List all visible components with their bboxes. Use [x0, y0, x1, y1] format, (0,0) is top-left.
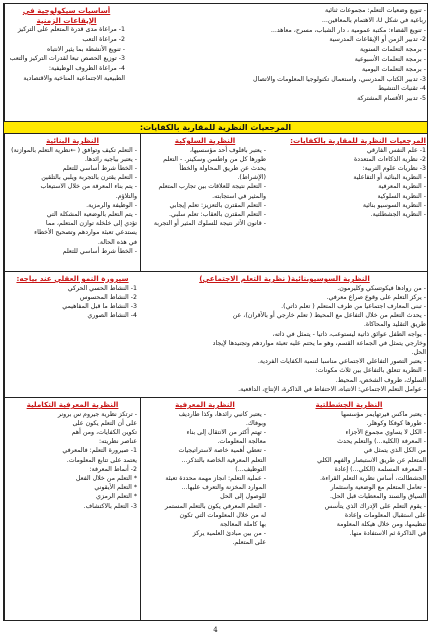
mental-growth-title: سيرورة النمو العقلي عند بياجه:: [16, 274, 129, 283]
list-item: - طورها كوفكا وكوهلر.: [366, 419, 426, 427]
list-item: معالجة المعلومات.: [217, 438, 266, 446]
banner-title: المرجعيات النظرية للمقاربة بالكفايات:: [139, 123, 292, 132]
list-item: - يقوم التعلم على الإدراك الذي يتأسس: [324, 502, 426, 510]
list-item: - قانون الأثر نتيجة للسلوك المثير أو التجربة: [153, 220, 266, 228]
list-item: من الكل الذي يتمثل في: [363, 447, 426, 455]
cognitive-cell: [140, 398, 269, 621]
list-item: 3- التعلم بالاكتشاف.: [83, 502, 137, 510]
list-item: - النظرية المعرفية: [378, 183, 426, 191]
list-item: - يعتبر بياجيه رائدها.: [84, 155, 137, 163]
list-item: 1- النشاط الحسي الحركي: [67, 284, 137, 292]
constructivist-list: [8, 146, 137, 256]
list-item: - التعلم نتيجة للعلاقات بين تجارب المتعلم: [158, 183, 266, 191]
list-item: - برمجة التعلمات الأسبوعية: [354, 55, 426, 63]
list-item: - يعتبر ماكس فيرتهايمر مؤسسها: [341, 410, 426, 418]
list-item: - ترتكز نظرية جيروم س برونر: [57, 410, 137, 418]
socio-constructivist-list: [143, 284, 426, 394]
list-item: - النظرية السوسيو بنائية: [362, 201, 426, 209]
behaviorist-list: [144, 146, 266, 229]
list-item: 4- تقنيات التنشيط: [378, 85, 426, 93]
references-banner: [4, 122, 427, 134]
list-item: - من روادها فيكوتسكي وكليرمون.: [337, 284, 426, 292]
gestalt-list: [272, 410, 426, 539]
list-item: السياق والسند والمعطيات قبل الحل.: [329, 493, 426, 501]
socio-constructivist-title: النظرية السوسيوبنائية( نظرية التعلم الاجتماعي): [199, 274, 370, 283]
list-item: 2- النشاط المحسوس: [79, 293, 137, 301]
socio-constructivist-cell: [140, 272, 427, 397]
list-item: الجشطالت، أساس نظرية التعلم القراءة.: [320, 474, 426, 482]
list-item: 3- توزيع الحصص تبعا لقدرات التركيز والتعب: [9, 55, 125, 63]
list-item: عناصر نظريته:: [99, 438, 137, 446]
cognitive-list: [144, 410, 266, 548]
list-item: طورها كل من واطسن وسكينر. - التعلم: [163, 155, 266, 163]
list-item: 3- تدبير الكتاب المدرسي، واستعمال تكنولوجيا المعلومات والاتصال: [253, 75, 426, 83]
cognitive-theories-section: [4, 398, 427, 621]
list-item: 2- أنماط المعرفة:: [89, 465, 137, 473]
list-item: الموارد المخزنة والتعرف عليها...: [181, 484, 266, 492]
list-item: يحدث عن طريق المحاولة والخطأ: [179, 164, 266, 172]
list-item: - النظرية السلوكية: [377, 192, 426, 200]
list-item: 3- النشاط ما قبل المفاهيمي: [62, 302, 137, 310]
list-item: - يواجه الطفل عوائق ذاتية ليستوعب، ذاتيا - يتمثل في ذاته،: [272, 330, 426, 338]
mental-growth-cell: [4, 272, 140, 397]
list-item: (الإشراط).: [237, 174, 266, 182]
list-item: وخارجي يتمثل في الجماعة القسم، وهو ما يحتم عليه تعبئة مواردهم وتجنيدها لإيجاد: [212, 339, 426, 347]
list-item: 1- مراعاة مدى قدرة المتعلم على التركيز: [17, 26, 125, 33]
list-item: - التعلم المقترن بالعقاب: تعلم سلبي.: [168, 210, 266, 218]
list-item: 1- صيرورة التعلم: فالمعرفي: [62, 447, 137, 455]
list-item: - تنويع الفضاء: مكتبة عمومية ، دار الشباب، مسرح، معاهد...: [270, 26, 426, 34]
list-item: للوصول إلى الحل: [220, 493, 266, 501]
list-item: - الوظيفة والرمزية.: [86, 201, 137, 209]
management-list: [131, 6, 426, 104]
list-item: - من بين مبادئ العلمية يركز: [192, 530, 266, 538]
list-item: طريق التقليد والمحاكاة.: [363, 321, 426, 329]
list-item: على المتعلم.: [232, 539, 266, 547]
theories-section: [4, 134, 427, 272]
list-item: السلوك، ظروف الشخص، المحيط.: [335, 376, 426, 384]
list-item: - التعلم المقترن بالتعزيز: تعلم إيجابي: [169, 201, 266, 209]
rhythms-section: [4, 4, 427, 122]
list-item: والتلاؤم.: [115, 192, 137, 200]
integrative-cognitive-list: [8, 410, 137, 511]
list-item: 5- تدبير الأقسام المشتركة: [357, 95, 426, 103]
list-item: - التعلم يقترن بالتجربة ويلبي بالتلقين: [41, 174, 137, 182]
list-item: التوظيف...): [235, 465, 266, 473]
list-item: - يتم التعلم بالوضعية المشكلة التي: [46, 210, 137, 218]
list-item: * التعلم الرمزي: [96, 493, 137, 501]
list-item: - الخطأ شرط أساسي للتعلم: [62, 247, 137, 255]
list-item: - المعرفة المسلمة (الكلي...) إعادة: [334, 465, 426, 473]
list-item: - برمجة التعلمات السنوية: [359, 46, 426, 54]
list-item: الحل.: [411, 348, 426, 356]
list-item: 4- النشاط الصوري: [87, 312, 137, 320]
list-item: - يعتبر التصور التفاعلي الاجتماعي مناسبا لتنمية الكفايات الفردية.: [257, 358, 426, 366]
list-item: - المعرفة (الكلية...) والتعلم يحدث: [337, 438, 426, 446]
list-item: - تنويع وضعيات التعلم: مجموعات ثنائية: [325, 7, 426, 14]
page-number: 4: [213, 626, 218, 634]
list-item: والمثير في استجابته.: [212, 192, 266, 200]
references-cell: [269, 134, 427, 271]
list-item: رباعية في شكل U، الاهتمام بالمعاقين...: [321, 16, 426, 24]
list-item: تؤدي إلى خلخلة توازن المتعلم، مما: [45, 220, 137, 228]
list-item: 2- تدبير الزمن أو الإيقاعات المدرسية: [329, 36, 426, 44]
list-item: * التعلم من خلال الفعل: [75, 474, 137, 482]
references-list: [272, 146, 426, 220]
list-item: - النظرية تتعلق بالتفاعل بين ثلاث مكونات:: [315, 367, 426, 375]
integrative-cognitive-title: النظرية المعرفية التكاملية: [26, 400, 119, 409]
list-item: 1- علم النفس الفارقي: [366, 146, 426, 154]
list-item: له من خلال المعلومات التي تكون: [179, 511, 266, 519]
psychological-basics-cell: [4, 4, 128, 121]
content-table: [3, 3, 428, 621]
list-item: - عوامل التعلم الاجتماعي: الانتباه، الاحتفاظ في الذاكرة، الإنتاج، الدافعية.: [238, 385, 426, 393]
list-item: - عملية التعلم: انجاز مهمة محددة تعبئة: [165, 474, 266, 482]
list-item: 2- نظرية الذكاءات المتعددة: [354, 155, 426, 163]
list-item: التعلم المعرفية الخاصة بالتذكر...: [181, 456, 266, 464]
list-item: - تنويع الأنشطة بما يثير الانتباه: [47, 45, 125, 53]
list-item: تنظيمها، ومن خلال هيكلة المعلومة: [336, 520, 426, 528]
list-item: على استقبال المعلومات وإعادة: [344, 511, 426, 519]
list-item: - التعلم المعرفي يكون بالتعلم المستمر: [164, 502, 266, 510]
list-item: - تعامل المتعلم مع الوضعية واستثمار: [330, 484, 426, 492]
mental-growth-list: [8, 284, 137, 321]
references-title: المرجعيات النظرية للمقاربة بالكفايات:: [290, 136, 426, 145]
gestalt-cell: [269, 398, 427, 621]
psychological-basics-list: [8, 25, 125, 84]
behaviorist-title: النظرية السلوكية: [174, 136, 236, 145]
constructivist-cell: [4, 134, 140, 271]
list-item: وبوفاك.: [245, 419, 266, 427]
list-item: - النظرية الجشطلتية.: [370, 210, 426, 218]
list-item: بها كاملة المعالجة: [220, 520, 266, 528]
list-item: - يركز التعلم على وقوع صراع معرفي.: [326, 293, 426, 301]
list-item: - برمجة التعلمات اليومية: [362, 65, 426, 73]
list-item: في الذاكرة ثم الاستفادة منها.: [349, 530, 426, 538]
list-item: - يعتبر كانبي رائدها، وكذا طارديف: [178, 410, 266, 418]
list-item: - الكل لا يساوي مجموع الأجزاء: [345, 428, 426, 436]
psychological-basics-title: أساسيات سيكولوجية في الإيقاعات الزمنية: [22, 6, 111, 25]
list-item: - التعلم تكيف وتوافق ( ←نظرية التعلم بالموازنة): [11, 146, 137, 154]
behaviorist-cell: [140, 134, 269, 271]
list-item: الطبيعية الاجتماعية المناخية والاقتصادية: [23, 74, 125, 82]
list-item: 2- مراعاة التعب: [82, 35, 125, 43]
constructivist-title: النظرية البنائية: [46, 136, 99, 145]
list-item: - الخطأ شرط أساسي للتعلم: [62, 164, 137, 172]
socio-constructivist-section: [4, 272, 427, 398]
cognitive-title: النظرية المعرفية: [175, 400, 235, 409]
integrative-cognitive-cell: [4, 398, 140, 621]
list-item: 4- مراعاة الظروف الوظيفية:: [48, 65, 125, 73]
list-item: * التعلم الأيقوني: [94, 484, 137, 492]
gestalt-title: النظرية الجشطلتية: [315, 400, 383, 409]
list-item: - يعتبر بافلوف أحد مؤسسيها،: [189, 146, 266, 154]
list-item: على أن التعلم يكون على: [72, 419, 137, 427]
list-item: يعتمد على تتابع المعلومات.: [66, 456, 137, 464]
list-item: 3- نظريات علوم التربية:: [362, 164, 426, 172]
list-item: - تهتم أكثر من الانتقال إلى بناء: [186, 428, 266, 436]
list-item: - يتم بناء المعرفة من خلال الاستيعاب: [40, 183, 137, 191]
list-item: المتعلم عن طريق الاستبصار والفهم الكلي: [317, 456, 426, 464]
list-item: - النظرية البنائية أو التفاعلية: [353, 174, 426, 182]
management-cell: [128, 4, 427, 121]
list-item: - تعطي أهمية خاصة لاستراتيجيات: [178, 447, 266, 455]
list-item: تكوين الكفايات، ومن أهم: [71, 428, 137, 436]
list-item: يستدعي تعبئة مواردهم وتصحيح الأخطاء: [34, 229, 137, 237]
list-item: - يحدث التعلم من خلال التفاعل مع المحيط ( تعلم خارجي أو بالأقران)، عن: [232, 312, 426, 320]
list-item: - تبنى المعارف اجتماعيا من طرف المتعلم ( تعلم ذاتي).: [281, 302, 426, 310]
list-item: في هذه الحالة.: [97, 238, 137, 246]
